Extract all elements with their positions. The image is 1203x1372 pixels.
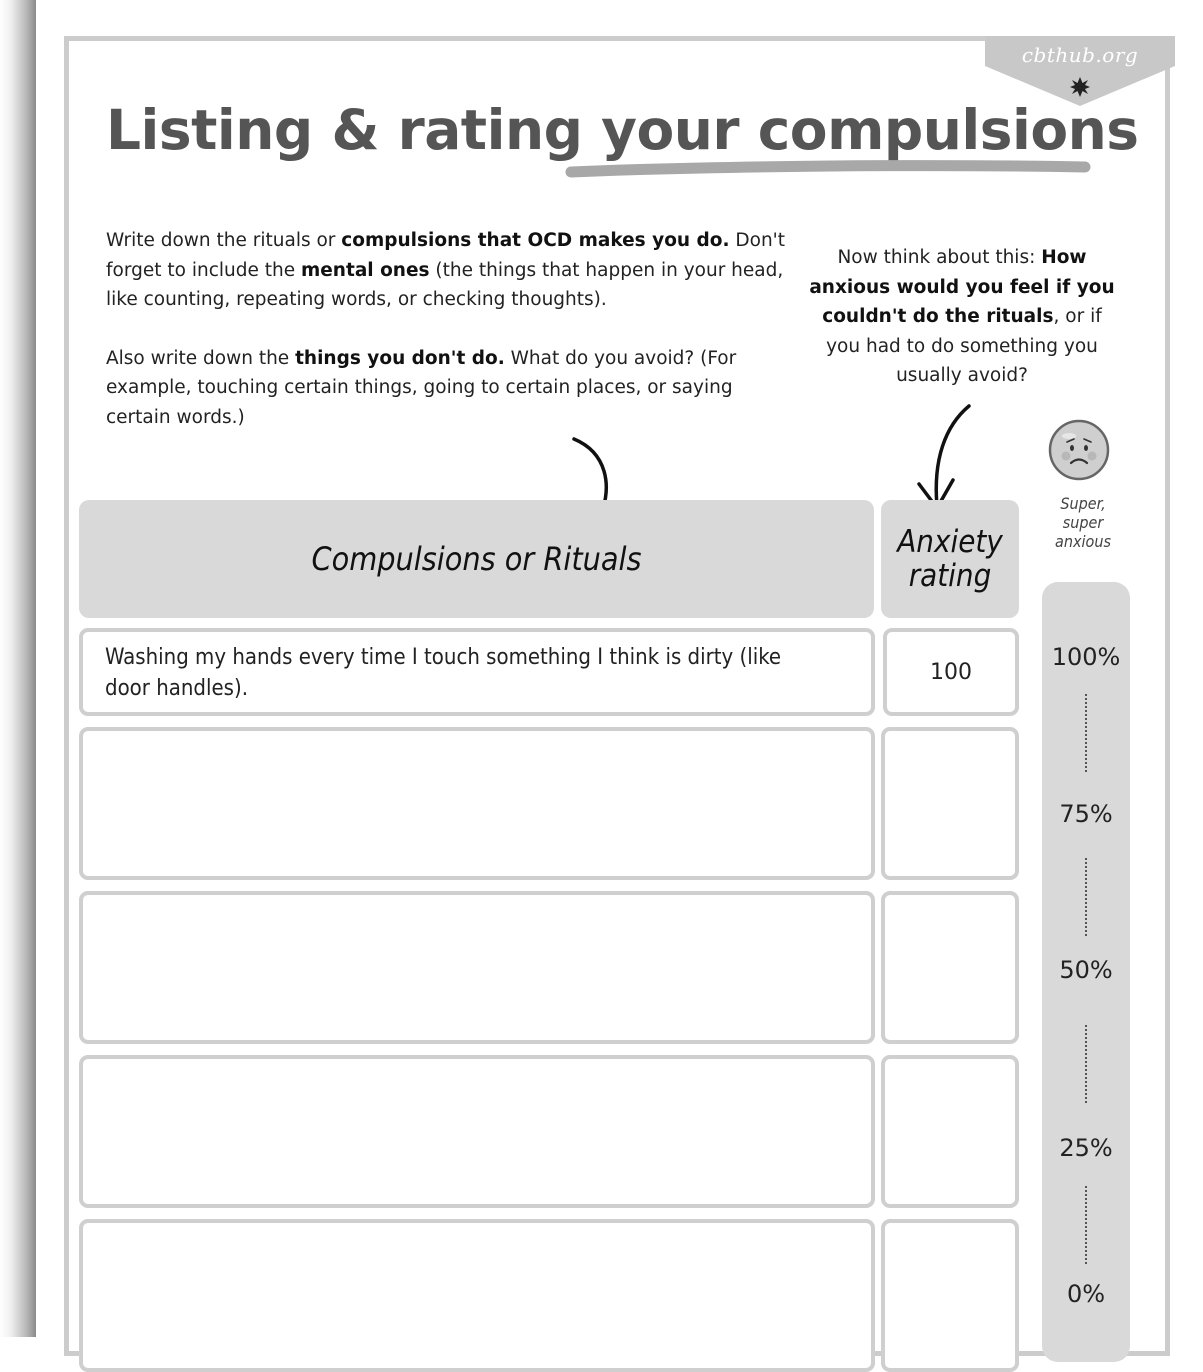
rating-field-4[interactable] [881,1055,1019,1208]
scale-divider [1085,1186,1087,1264]
star-icon [1069,76,1091,98]
scale-tick-50: 50% [1059,956,1113,984]
rating-field-3[interactable] [881,891,1019,1044]
column-header-compulsions: Compulsions or Rituals [79,500,874,618]
site-tab [985,36,1175,106]
compulsion-field-5[interactable] [79,1219,875,1372]
scale-top-label: Super, super anxious [1055,494,1111,551]
compulsion-field-4[interactable] [79,1055,875,1208]
column-header-anxiety-rating: Anxiety rating [881,500,1019,618]
scale-tick-0: 0% [1066,1280,1106,1308]
scale-divider [1085,858,1087,936]
compulsion-field-1[interactable]: Washing my hands every time I touch something I think is dirty (like door handles). [79,628,875,716]
compulsion-field-3[interactable] [79,891,875,1044]
title-emphasis: your compulsions [601,98,1139,162]
worried-face-icon [1047,418,1111,482]
instructions-paragraph-2: Also write down the things you don't do. What do you avoid? (For example, touching certain things, going to certain places, or saying certain words.) [106,347,737,428]
instructions-paragraph-1: Write down the rituals or compulsions that OCD makes you do. Don't forget to include the mental ones (the things that happen in your head, like counting, repeating words, or checking thoughts). [106,230,786,310]
rating-prompt: Now think about this: How anxious would you feel if you couldn't do the rituals, or if you had to do something you usually avoid? [809,247,1115,386]
rating-field-5[interactable] [881,1219,1019,1372]
scale-tick-25: 25% [1059,1134,1113,1162]
title-prefix: Listing & rating [106,98,602,162]
scale-tick-75: 75% [1059,800,1113,828]
scale-tick-100: 100% [1051,643,1121,671]
scale-divider [1085,694,1087,772]
title-underline-stroke [563,160,1093,180]
page-title [106,98,1139,162]
anxiety-scale [1042,582,1130,1362]
site-label: cbthub.org [1021,43,1139,67]
rating-field-2[interactable] [881,727,1019,880]
scale-divider [1085,1025,1087,1103]
compulsion-field-2[interactable] [79,727,875,880]
page-shadow [0,0,36,1337]
rating-field-1[interactable]: 100 [883,628,1019,716]
instructions [106,226,796,461]
